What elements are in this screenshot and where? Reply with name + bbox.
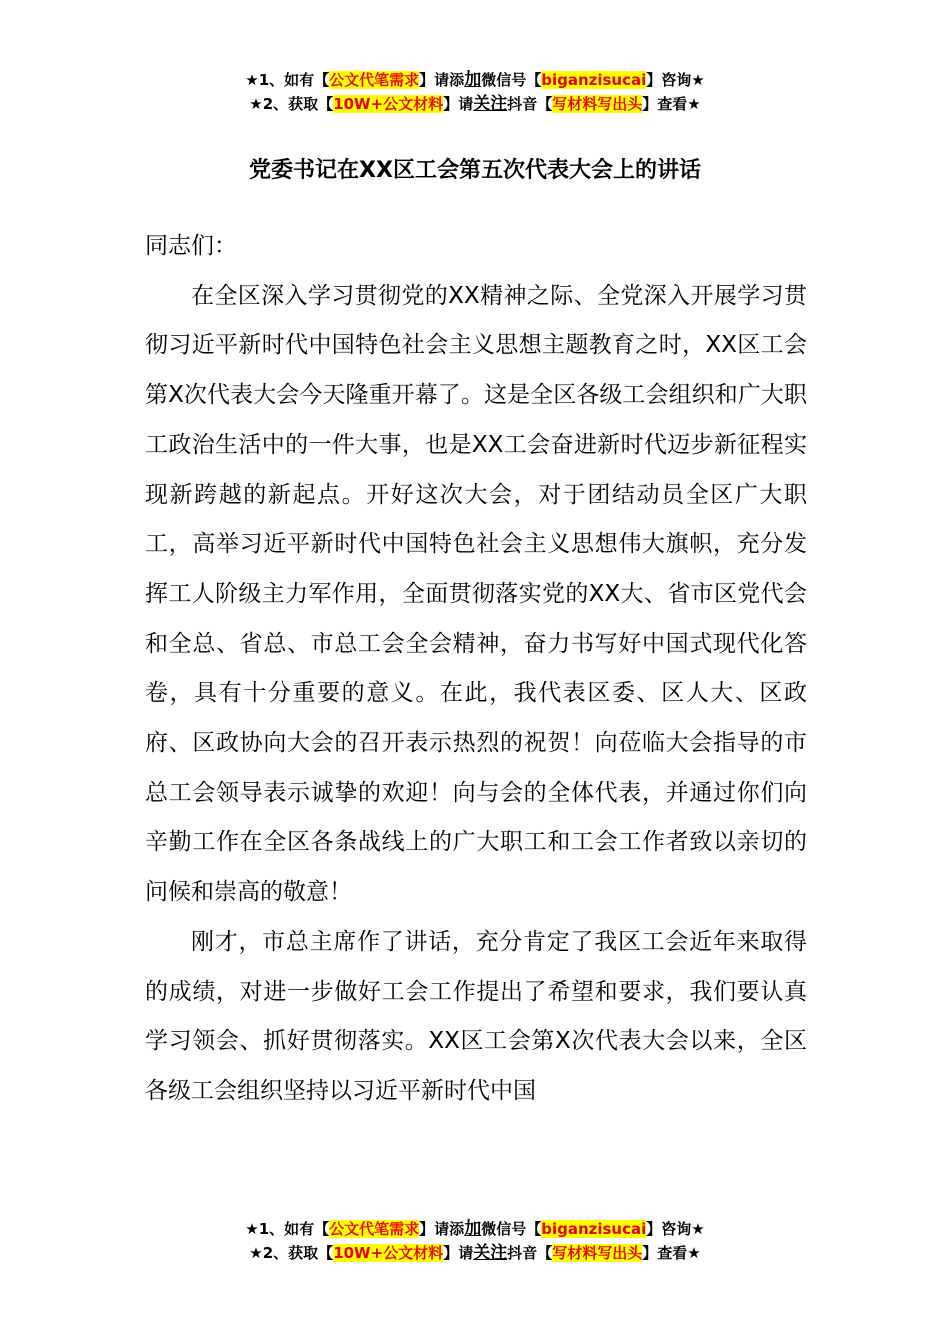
promo-douyin-id: 写材料写出头 xyxy=(552,95,643,113)
promo-text: 】咨询★ xyxy=(646,1220,705,1238)
promo-text: ★1、如有【 xyxy=(245,1220,330,1238)
promo-line-2 xyxy=(0,1241,950,1265)
promo-text: 】请 xyxy=(443,1244,474,1262)
promo-highlight: 10W+公文材料 xyxy=(333,95,444,113)
paragraph: 刚才，市总主席作了讲话，充分肯定了我区工会近年来取得的成绩，对进一步做好工会工作提出了希望和要求，我们要认真学习领会、抓好贯彻落实。XX区工会第X次代表大会以来，全区各级工会组织坚持以习近平新时代中国 xyxy=(145,928,807,1104)
promo-text: 】请添 xyxy=(419,1220,465,1238)
promo-text: ★2、获取【 xyxy=(249,1244,334,1262)
promo-wechat-id: biganzisucai xyxy=(541,1220,647,1238)
promo-highlight: 10W+公文材料 xyxy=(333,1244,444,1262)
promo-text: 微信号【 xyxy=(481,71,542,89)
promo-line-1 xyxy=(0,1217,950,1241)
promo-text: 】请添 xyxy=(419,71,465,89)
promo-text: 】咨询★ xyxy=(646,71,705,89)
promo-line-1 xyxy=(0,68,950,92)
promo-highlight: 公文代笔需求 xyxy=(329,1220,420,1238)
promo-text: 】查看★ xyxy=(642,1244,701,1262)
promo-text: 】查看★ xyxy=(642,95,701,113)
promo-emphasis: 关注 xyxy=(473,94,508,114)
promo-text: 】请 xyxy=(443,95,474,113)
document-title: 党委书记在XX区工会第五次代表大会上的讲话 xyxy=(249,158,701,183)
promo-emphasis: 加 xyxy=(464,70,482,90)
promo-header xyxy=(0,68,950,116)
promo-text: 抖音【 xyxy=(507,1244,553,1262)
promo-footer xyxy=(0,1217,950,1265)
promo-douyin-id: 写材料写出头 xyxy=(552,1244,643,1262)
promo-text: 抖音【 xyxy=(507,95,553,113)
promo-emphasis: 关注 xyxy=(473,1243,508,1263)
paragraph: 在全区深入学习贯彻党的XX精神之际、全党深入开展学习贯彻习近平新时代中国特色社会主义思想主题教育之时，XX区工会第X次代表大会今天隆重开幕了。这是全区各级工会组织和广大职工政治生活中的一件大事，也是XX工会奋进新时代迈步新征程实现新跨越的新起点。开好这次大会，对于团结动员全区广大职工，高举习近平新时代中国特色社会主义思想伟大旗帜，充分发挥工人阶级主力军作用，全面贯彻落实党的XX大、省市区党代会和全总、省总、市总工会全会精神，奋力书写好中国式现代化答卷，具有十分重要的意义。在此，我代表区委、区人大、区政府、区政协向大会的召开表示热烈的祝贺！向莅临大会指导的市总工会领导表示诚挚的欢迎！向与会的全体代表，并通过你们向辛勤工作在全区各条战线上的广大职工和工会工作者致以亲切的问候和崇高的敬意！ xyxy=(145,282,807,906)
promo-line-2 xyxy=(0,92,950,116)
promo-text: ★1、如有【 xyxy=(245,71,330,89)
promo-text: ★2、获取【 xyxy=(249,95,334,113)
promo-highlight: 公文代笔需求 xyxy=(329,71,420,89)
promo-wechat-id: biganzisucai xyxy=(541,71,647,89)
promo-emphasis: 加 xyxy=(464,1219,482,1239)
document-body xyxy=(145,222,807,1117)
promo-text: 微信号【 xyxy=(481,1220,542,1238)
salutation: 同志们： xyxy=(145,233,237,259)
